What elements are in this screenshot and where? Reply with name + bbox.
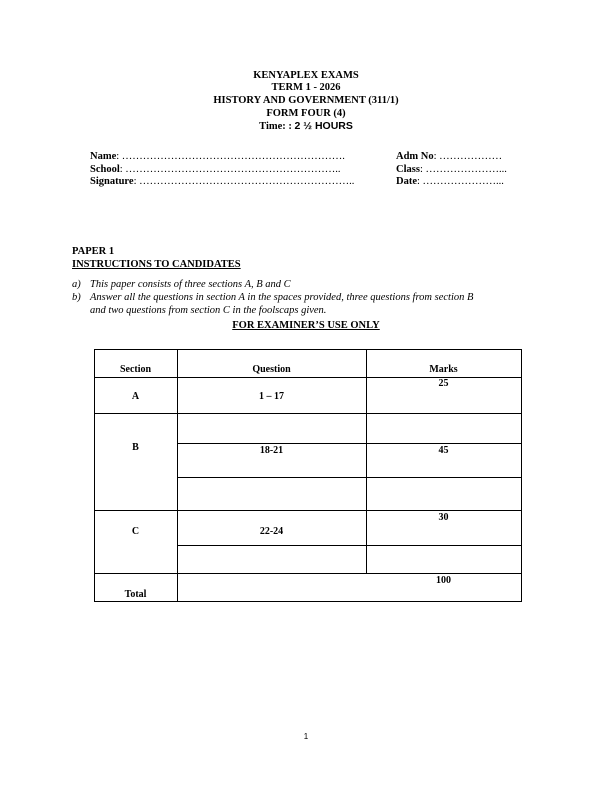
- instruction-a-marker: a): [72, 279, 81, 290]
- section-b: B: [132, 442, 139, 453]
- header-marks: Marks: [429, 364, 458, 375]
- time-label: Time: :: [259, 121, 292, 132]
- time: [0, 120, 612, 133]
- school-field[interactable]: School: ……………………………………………………..: [90, 164, 341, 175]
- question-a: 1 – 17: [259, 391, 284, 402]
- instruction-a: This paper consists of three sections A, B and C: [90, 279, 291, 290]
- examiner-title: FOR EXAMINER’S USE ONLY: [232, 320, 380, 331]
- section-a: A: [131, 391, 140, 402]
- question-c: 22-24: [259, 526, 284, 537]
- question-b: 18-21: [259, 445, 284, 456]
- instruction-b-continued: and two questions from section C in the foolscaps given.: [90, 305, 327, 316]
- marks-c: 30: [438, 512, 449, 523]
- instruction-b-marker: b): [72, 292, 81, 303]
- total-label: Total: [124, 589, 147, 600]
- header-section: Section: [119, 364, 152, 375]
- exam-body-name: KENYAPLEX EXAMS: [253, 70, 359, 81]
- instructions-title: INSTRUCTIONS TO CANDIDATES: [72, 259, 241, 270]
- section-c: C: [131, 526, 140, 537]
- adm-no-field[interactable]: Adm No: ………………: [396, 151, 503, 162]
- paper-label: PAPER 1: [72, 246, 115, 257]
- total-marks: 100: [436, 575, 451, 586]
- term: TERM 1 - 2026: [271, 82, 341, 93]
- name-field[interactable]: Name: ……………………………………………………….: [90, 151, 345, 162]
- instruction-b: Answer all the questions in section A in the spaces provided, three questions from section B: [90, 292, 474, 303]
- marks-b: 45: [438, 445, 449, 456]
- date-field[interactable]: Date: …………………...: [396, 176, 504, 187]
- page-number: 1: [303, 732, 309, 741]
- header-question: Question: [252, 364, 291, 375]
- marks-a: 25: [438, 378, 449, 389]
- time-value: 2 ½ HOURS: [294, 120, 353, 132]
- signature-field[interactable]: Signature: ……………………………………………………..: [90, 176, 355, 187]
- class-field[interactable]: Class: …………………...: [396, 164, 507, 175]
- form: FORM FOUR (4): [266, 108, 346, 119]
- subject: HISTORY AND GOVERNMENT (311/1): [213, 95, 399, 106]
